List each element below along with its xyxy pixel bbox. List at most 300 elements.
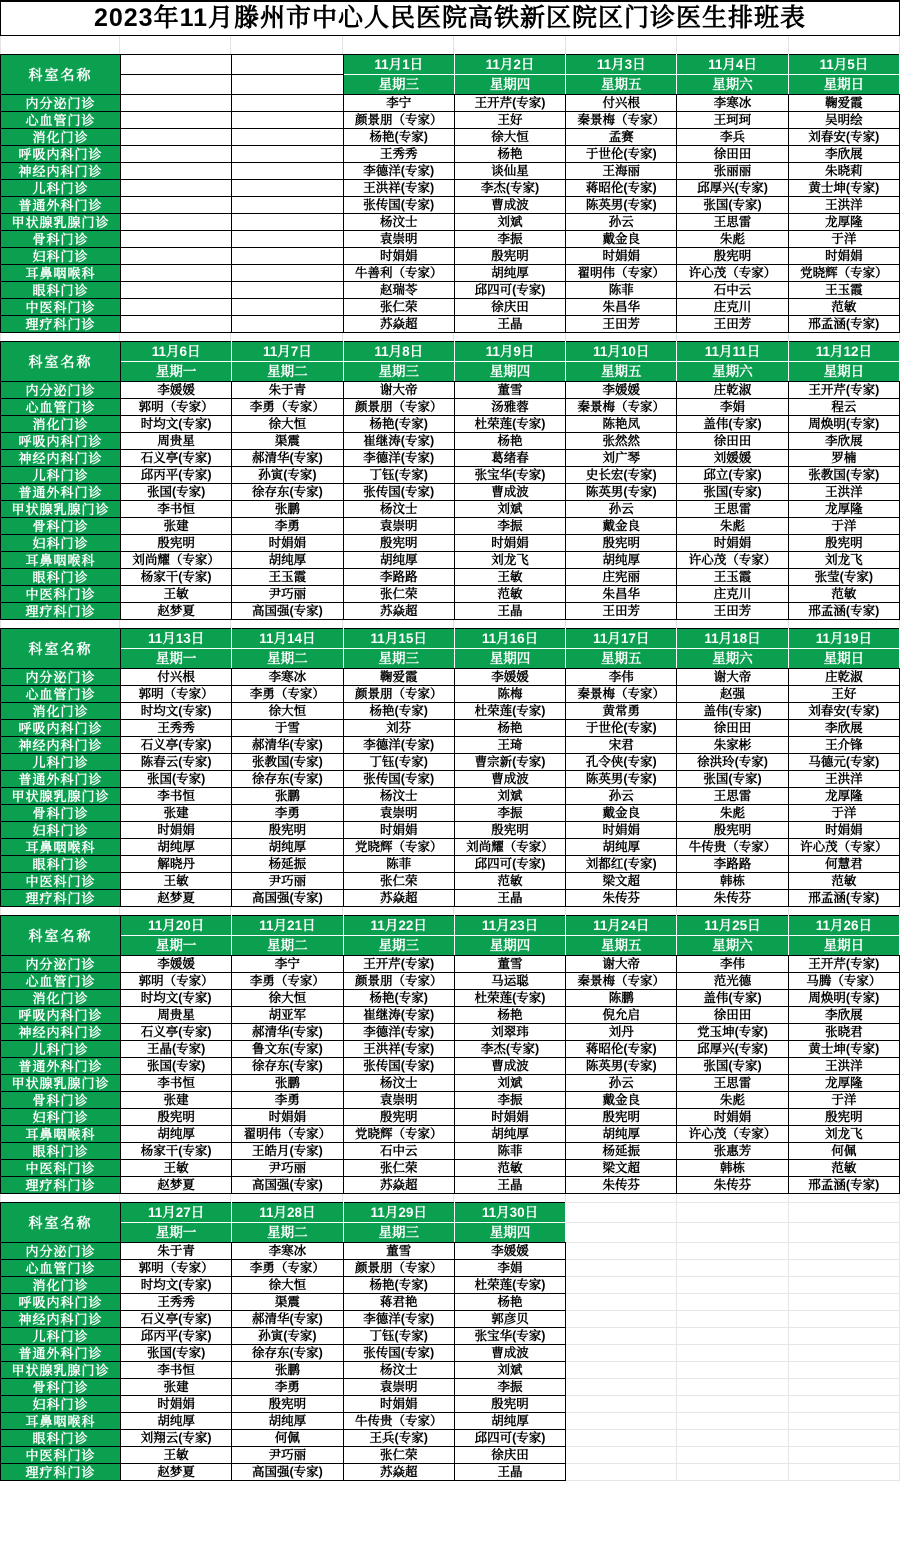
doctor-cell: 曹成波 <box>454 197 565 214</box>
doctor-cell <box>232 299 343 316</box>
ghost-cell <box>677 1294 788 1311</box>
doctor-cell: 尹巧丽 <box>232 873 343 890</box>
dept-cell: 理疗科门诊 <box>1 316 121 333</box>
doctor-cell: 徐存东(专家) <box>232 1058 343 1075</box>
doctor-cell: 杨艳(专家) <box>343 1277 454 1294</box>
dept-cell: 眼科门诊 <box>1 1143 121 1160</box>
doctor-cell: 郝清华(专家) <box>232 1311 343 1328</box>
ghost-cell <box>566 1396 677 1413</box>
doctor-cell: 周贵星 <box>121 433 232 450</box>
doctor-cell: 孟赛 <box>566 129 677 146</box>
doctor-cell: 牛传贵（专家） <box>677 839 788 856</box>
dept-cell: 心血管门诊 <box>1 399 121 416</box>
weekday-header-cell: 星期二 <box>232 362 343 382</box>
ghost-cell <box>788 1413 899 1430</box>
doctor-cell: 李德洋(专家) <box>343 737 454 754</box>
doctor-cell <box>232 112 343 129</box>
doctor-cell: 杨艳(专家) <box>343 129 454 146</box>
doctor-cell: 王开芹(专家) <box>788 382 899 399</box>
doctor-cell: 张教国(专家) <box>232 754 343 771</box>
doctor-cell: 张国(专家) <box>121 1345 232 1362</box>
weeks-container <box>0 54 900 1481</box>
corner-label-cell: 科室名称 <box>1 55 121 95</box>
gridline-column <box>566 333 677 341</box>
doctor-cell: 于世伦(专家) <box>566 720 677 737</box>
doctor-cell: 杨汶士 <box>343 1362 454 1379</box>
doctor-cell: 张传国(专家) <box>343 484 454 501</box>
doctor-cell: 许心茂（专家） <box>677 265 788 282</box>
weekday-header-cell: 星期六 <box>677 649 788 669</box>
date-header-cell: 11月13日 <box>121 629 232 649</box>
doctor-cell: 徐田田 <box>677 1007 788 1024</box>
gridline-column <box>231 620 342 628</box>
doctor-cell: 李书恒 <box>121 1362 232 1379</box>
page-title: 2023年11月滕州市中心人民医院高铁新区院区门诊医生排班表 <box>0 0 900 36</box>
doctor-cell: 刘尚耀（专家） <box>121 552 232 569</box>
doctor-cell: 郝清华(专家) <box>232 737 343 754</box>
doctor-cell: 胡纯厚 <box>454 1126 565 1143</box>
weekday-header-cell: 星期二 <box>232 936 343 956</box>
doctor-cell: 李路路 <box>677 856 788 873</box>
doctor-cell: 张国(专家) <box>677 484 788 501</box>
dept-cell: 呼吸内科门诊 <box>1 433 121 450</box>
doctor-cell: 梁文超 <box>566 1160 677 1177</box>
dept-cell: 神经内科门诊 <box>1 163 121 180</box>
doctor-cell: 张晓君 <box>788 1024 899 1041</box>
weekday-header-cell: 星期三 <box>343 936 454 956</box>
doctor-cell: 张国(专家) <box>121 1058 232 1075</box>
doctor-cell: 朱于青 <box>232 382 343 399</box>
doctor-cell: 杨艳(专家) <box>343 416 454 433</box>
doctor-cell: 陈鹏 <box>566 990 677 1007</box>
doctor-cell: 李欣展 <box>788 146 899 163</box>
doctor-cell: 张传国(专家) <box>343 197 454 214</box>
gridline-column <box>789 620 900 628</box>
doctor-cell: 杨家干(专家) <box>121 569 232 586</box>
doctor-cell: 马运聪 <box>454 973 565 990</box>
doctor-cell: 胡纯厚 <box>232 552 343 569</box>
doctor-cell: 杨汶士 <box>343 501 454 518</box>
dept-cell: 儿科门诊 <box>1 467 121 484</box>
doctor-cell: 时均文(专家) <box>121 416 232 433</box>
doctor-cell: 于洋 <box>788 1092 899 1109</box>
dept-cell: 骨科门诊 <box>1 1092 121 1109</box>
doctor-cell: 袁崇明 <box>343 805 454 822</box>
doctor-cell: 刘翔云(专家) <box>121 1430 232 1447</box>
doctor-cell: 张教国(专家) <box>788 467 899 484</box>
doctor-cell: 倪允启 <box>566 1007 677 1024</box>
doctor-cell: 杜荣莲(专家) <box>454 990 565 1007</box>
doctor-cell: 何佩 <box>232 1430 343 1447</box>
doctor-cell: 时娟娟 <box>454 535 565 552</box>
doctor-cell: 颜景朋（专家） <box>343 973 454 990</box>
doctor-cell: 邱立(专家) <box>677 467 788 484</box>
gridline-column <box>454 333 565 341</box>
ghost-cell <box>566 1413 677 1430</box>
doctor-cell: 翟明伟（专家） <box>566 265 677 282</box>
doctor-cell: 戴金良 <box>566 1092 677 1109</box>
doctor-cell: 董雪 <box>454 956 565 973</box>
dept-cell: 耳鼻咽喉科 <box>1 265 121 282</box>
doctor-cell: 罗楠 <box>788 450 899 467</box>
doctor-cell: 王田芳 <box>677 316 788 333</box>
doctor-cell: 朱传芬 <box>566 890 677 907</box>
doctor-cell: 董雪 <box>343 1243 454 1260</box>
doctor-cell <box>232 282 343 299</box>
doctor-cell: 于雪 <box>232 720 343 737</box>
doctor-cell: 王洪洋 <box>788 197 899 214</box>
ghost-cell <box>788 1328 899 1345</box>
dept-cell: 内分泌门诊 <box>1 382 121 399</box>
doctor-cell: 王珂珂 <box>677 112 788 129</box>
dept-cell: 普通外科门诊 <box>1 1345 121 1362</box>
gridline-column <box>0 907 120 915</box>
date-header-cell: 11月11日 <box>677 342 788 362</box>
weekday-header-cell: 星期三 <box>343 649 454 669</box>
doctor-cell: 李德洋(专家) <box>343 450 454 467</box>
gridline-column <box>343 620 454 628</box>
doctor-cell: 殷宪明 <box>566 535 677 552</box>
doctor-cell: 尹巧丽 <box>232 1447 343 1464</box>
doctor-cell: 李振 <box>454 1092 565 1109</box>
weekday-header-cell: 星期四 <box>454 649 565 669</box>
doctor-cell: 张鹏 <box>232 1362 343 1379</box>
doctor-cell: 王思雷 <box>677 214 788 231</box>
date-header-cell: 11月21日 <box>232 916 343 936</box>
doctor-cell: 崔继涛(专家) <box>343 433 454 450</box>
doctor-cell: 王田芳 <box>566 316 677 333</box>
doctor-cell: 张传国(专家) <box>343 771 454 788</box>
doctor-cell: 杨艳 <box>454 1007 565 1024</box>
doctor-cell: 朱彪 <box>677 231 788 248</box>
doctor-cell: 黄士坤(专家) <box>788 180 899 197</box>
ghost-cell <box>788 1243 899 1260</box>
doctor-cell: 马腾（专家） <box>788 973 899 990</box>
dept-cell: 中医科门诊 <box>1 299 121 316</box>
ghost-cell <box>566 1311 677 1328</box>
doctor-cell: 李寒冰 <box>677 95 788 112</box>
doctor-cell: 龙厚隆 <box>788 214 899 231</box>
doctor-cell: 苏焱超 <box>343 1177 454 1194</box>
week-table <box>0 915 900 1194</box>
doctor-cell: 丁钰(专家) <box>343 467 454 484</box>
doctor-cell: 渠震 <box>232 1294 343 1311</box>
doctor-cell: 刘龙飞 <box>788 1126 899 1143</box>
doctor-cell: 胡纯厚 <box>121 1126 232 1143</box>
gridline-column <box>454 1194 565 1202</box>
doctor-cell: 庄克川 <box>677 586 788 603</box>
doctor-cell: 时娟娟 <box>232 1109 343 1126</box>
doctor-cell: 陈梅 <box>454 686 565 703</box>
dept-cell: 消化门诊 <box>1 990 121 1007</box>
ghost-cell <box>788 1277 899 1294</box>
doctor-cell: 张鹏 <box>232 1075 343 1092</box>
dept-cell: 呼吸内科门诊 <box>1 720 121 737</box>
doctor-cell: 杨艳(专家) <box>343 703 454 720</box>
doctor-cell: 戴金良 <box>566 518 677 535</box>
weekday-header-cell: 星期二 <box>232 1223 343 1243</box>
doctor-cell: 李兵 <box>677 129 788 146</box>
dept-cell: 儿科门诊 <box>1 754 121 771</box>
doctor-cell: 石义亭(专家) <box>121 737 232 754</box>
doctor-cell: 李伟 <box>566 669 677 686</box>
doctor-cell: 张国(专家) <box>121 771 232 788</box>
doctor-cell: 邱丙平(专家) <box>121 1328 232 1345</box>
gridline-column <box>677 907 788 915</box>
doctor-cell: 时均文(专家) <box>121 1277 232 1294</box>
date-header-cell: 11月14日 <box>232 629 343 649</box>
doctor-cell: 于世伦(专家) <box>566 146 677 163</box>
dept-cell: 理疗科门诊 <box>1 890 121 907</box>
doctor-cell <box>121 282 232 299</box>
doctor-cell: 王思雷 <box>677 788 788 805</box>
doctor-cell: 谈仙星 <box>454 163 565 180</box>
doctor-cell: 张仁荣 <box>343 299 454 316</box>
date-header-cell: 11月1日 <box>343 55 454 75</box>
doctor-cell: 徐大恒 <box>232 1277 343 1294</box>
empty-header-cell <box>121 75 232 95</box>
ghost-cell <box>677 1345 788 1362</box>
doctor-cell: 杨艳 <box>454 146 565 163</box>
doctor-cell <box>232 248 343 265</box>
doctor-cell: 李德洋(专家) <box>343 1311 454 1328</box>
doctor-cell: 袁崇明 <box>343 1379 454 1396</box>
doctor-cell: 张国(专家) <box>677 1058 788 1075</box>
dept-cell: 理疗科门诊 <box>1 1464 121 1481</box>
doctor-cell: 时娟娟 <box>121 822 232 839</box>
dept-cell: 内分泌门诊 <box>1 1243 121 1260</box>
doctor-cell: 陈英男(专家) <box>566 484 677 501</box>
doctor-cell: 龙厚隆 <box>788 788 899 805</box>
doctor-cell: 谢大帝 <box>343 382 454 399</box>
weekday-header-cell: 星期一 <box>121 936 232 956</box>
dept-cell: 理疗科门诊 <box>1 1177 121 1194</box>
doctor-cell: 戴金良 <box>566 805 677 822</box>
doctor-cell: 郭彦贝 <box>454 1311 565 1328</box>
weekday-header-cell: 星期三 <box>343 1223 454 1243</box>
doctor-cell: 王洪洋 <box>788 484 899 501</box>
doctor-cell: 丁钰(专家) <box>343 1328 454 1345</box>
gridline-column <box>454 36 565 54</box>
doctor-cell: 颜景朋（专家） <box>343 399 454 416</box>
dept-cell: 呼吸内科门诊 <box>1 1007 121 1024</box>
doctor-cell: 胡纯厚 <box>454 1413 565 1430</box>
doctor-cell: 张然然 <box>566 433 677 450</box>
weekday-header-cell: 星期六 <box>677 75 788 95</box>
doctor-cell: 于洋 <box>788 518 899 535</box>
ghost-cell <box>566 1243 677 1260</box>
ghost-header-cell <box>566 1223 677 1243</box>
doctor-cell: 朱昌华 <box>566 586 677 603</box>
doctor-cell: 周焕明(专家) <box>788 990 899 1007</box>
doctor-cell: 胡纯厚 <box>232 1413 343 1430</box>
dept-cell: 骨科门诊 <box>1 231 121 248</box>
doctor-cell: 李媛媛 <box>454 1243 565 1260</box>
doctor-cell: 徐庆田 <box>454 1447 565 1464</box>
gridline-column <box>677 620 788 628</box>
doctor-cell: 范光德 <box>677 973 788 990</box>
gridline-column <box>343 907 454 915</box>
doctor-cell: 李媛媛 <box>566 382 677 399</box>
doctor-cell: 杨延振 <box>232 856 343 873</box>
doctor-cell: 龙厚隆 <box>788 1075 899 1092</box>
doctor-cell: 张建 <box>121 1092 232 1109</box>
doctor-cell: 张仁荣 <box>343 873 454 890</box>
date-header-cell: 11月8日 <box>343 342 454 362</box>
doctor-cell: 李振 <box>454 1379 565 1396</box>
doctor-cell: 梁文超 <box>566 873 677 890</box>
doctor-cell: 渠震 <box>232 433 343 450</box>
doctor-cell: 时娟娟 <box>121 1396 232 1413</box>
doctor-cell: 邱四可(专家) <box>454 856 565 873</box>
gridline-column <box>343 1194 454 1202</box>
date-header-cell: 11月9日 <box>454 342 565 362</box>
date-header-cell: 11月4日 <box>677 55 788 75</box>
doctor-cell: 许心茂（专家） <box>677 552 788 569</box>
doctor-cell: 范敏 <box>788 1160 899 1177</box>
doctor-cell: 孙云 <box>566 1075 677 1092</box>
doctor-cell: 李书恒 <box>121 788 232 805</box>
doctor-cell: 胡纯厚 <box>454 265 565 282</box>
ghost-cell <box>677 1328 788 1345</box>
doctor-cell: 杨家干(专家) <box>121 1143 232 1160</box>
weekday-header-cell: 星期四 <box>454 75 565 95</box>
doctor-cell: 郭明（专家） <box>121 973 232 990</box>
gridline-column <box>120 36 231 54</box>
doctor-cell: 王开芹(专家) <box>454 95 565 112</box>
dept-cell: 骨科门诊 <box>1 1379 121 1396</box>
gridline-column <box>343 36 454 54</box>
doctor-cell: 葛绪春 <box>454 450 565 467</box>
doctor-cell: 陈菲 <box>454 1143 565 1160</box>
doctor-cell: 殷宪明 <box>677 248 788 265</box>
doctor-cell: 石义亭(专家) <box>121 1311 232 1328</box>
doctor-cell: 范敏 <box>788 586 899 603</box>
doctor-cell: 刘斌 <box>454 501 565 518</box>
doctor-cell: 秦景梅（专家） <box>566 686 677 703</box>
ghost-cell <box>566 1464 677 1481</box>
doctor-cell: 殷宪明 <box>454 822 565 839</box>
doctor-cell: 何慧君 <box>788 856 899 873</box>
doctor-cell: 石中云 <box>343 1143 454 1160</box>
weekday-header-cell: 星期四 <box>454 936 565 956</box>
doctor-cell: 朱传芬 <box>677 1177 788 1194</box>
weekday-header-cell: 星期四 <box>454 362 565 382</box>
doctor-cell: 张传国(专家) <box>343 1345 454 1362</box>
doctor-cell: 徐田田 <box>677 720 788 737</box>
doctor-cell: 王晶 <box>454 603 565 620</box>
doctor-cell: 王秀秀 <box>121 720 232 737</box>
doctor-cell: 石义亭(专家) <box>121 450 232 467</box>
doctor-cell: 张鹏 <box>232 501 343 518</box>
doctor-cell: 李娟 <box>454 1260 565 1277</box>
gridline-column <box>0 1194 120 1202</box>
doctor-cell: 庄宪丽 <box>566 569 677 586</box>
weekday-header-cell: 星期一 <box>121 362 232 382</box>
dept-cell: 普通外科门诊 <box>1 484 121 501</box>
dept-cell: 心血管门诊 <box>1 686 121 703</box>
doctor-cell <box>232 214 343 231</box>
gridline-column <box>566 1194 677 1202</box>
doctor-cell: 何佩 <box>788 1143 899 1160</box>
doctor-cell: 李宁 <box>232 956 343 973</box>
gridline-column <box>0 333 120 341</box>
grid-gap <box>0 333 900 341</box>
dept-cell: 妇科门诊 <box>1 1396 121 1413</box>
gridline-column <box>120 620 231 628</box>
date-header-cell: 11月19日 <box>788 629 899 649</box>
weekday-header-cell: 星期四 <box>454 1223 565 1243</box>
doctor-cell: 王玉霞 <box>788 282 899 299</box>
doctor-cell: 张宝华(专家) <box>454 467 565 484</box>
doctor-cell: 王思雷 <box>677 1075 788 1092</box>
gridline-column <box>789 907 900 915</box>
grid-gap <box>0 620 900 628</box>
doctor-cell: 李媛媛 <box>121 382 232 399</box>
doctor-cell: 王介锋 <box>788 737 899 754</box>
doctor-cell: 王敏 <box>121 1160 232 1177</box>
doctor-cell: 徐田田 <box>677 146 788 163</box>
doctor-cell: 时娟娟 <box>566 822 677 839</box>
doctor-cell <box>121 214 232 231</box>
date-header-cell: 11月17日 <box>566 629 677 649</box>
dept-cell: 中医科门诊 <box>1 873 121 890</box>
ghost-cell <box>677 1447 788 1464</box>
doctor-cell: 朱家彬 <box>677 737 788 754</box>
doctor-cell: 李媛媛 <box>121 956 232 973</box>
doctor-cell: 刘斌 <box>454 788 565 805</box>
doctor-cell: 郭明（专家） <box>121 399 232 416</box>
date-header-cell: 11月3日 <box>566 55 677 75</box>
doctor-cell: 王田芳 <box>677 603 788 620</box>
doctor-cell: 尹巧丽 <box>232 1160 343 1177</box>
doctor-cell: 王海丽 <box>566 163 677 180</box>
doctor-cell: 盖伟(专家) <box>677 416 788 433</box>
doctor-cell: 邱四可(专家) <box>454 1430 565 1447</box>
dept-cell: 眼科门诊 <box>1 856 121 873</box>
doctor-cell: 胡纯厚 <box>343 552 454 569</box>
doctor-cell: 高国强(专家) <box>232 603 343 620</box>
doctor-cell: 董雪 <box>454 382 565 399</box>
doctor-cell: 时娟娟 <box>566 248 677 265</box>
doctor-cell: 张建 <box>121 1379 232 1396</box>
doctor-cell: 王晶 <box>454 1177 565 1194</box>
dept-cell: 甲状腺乳腺门诊 <box>1 788 121 805</box>
doctor-cell: 苏焱超 <box>343 890 454 907</box>
gridline-column <box>231 907 342 915</box>
doctor-cell: 杨艳 <box>454 433 565 450</box>
dept-cell: 普通外科门诊 <box>1 1058 121 1075</box>
doctor-cell <box>121 197 232 214</box>
doctor-cell: 汤雅蓉 <box>454 399 565 416</box>
corner-label-cell: 科室名称 <box>1 1203 121 1243</box>
doctor-cell: 张仁荣 <box>343 586 454 603</box>
doctor-cell: 杨汶士 <box>343 214 454 231</box>
doctor-cell: 周焕明(专家) <box>788 416 899 433</box>
doctor-cell: 袁崇明 <box>343 231 454 248</box>
gridline-column <box>343 333 454 341</box>
dept-cell: 神经内科门诊 <box>1 1311 121 1328</box>
grid-gap <box>0 1194 900 1202</box>
doctor-cell: 王秀秀 <box>343 146 454 163</box>
doctor-cell: 曹成波 <box>454 484 565 501</box>
corner-label-cell: 科室名称 <box>1 629 121 669</box>
date-header-cell: 11月29日 <box>343 1203 454 1223</box>
gridline-column <box>789 333 900 341</box>
weekday-header-cell: 星期日 <box>788 649 899 669</box>
doctor-cell: 刘斌 <box>454 1362 565 1379</box>
gridline-column <box>566 36 677 54</box>
